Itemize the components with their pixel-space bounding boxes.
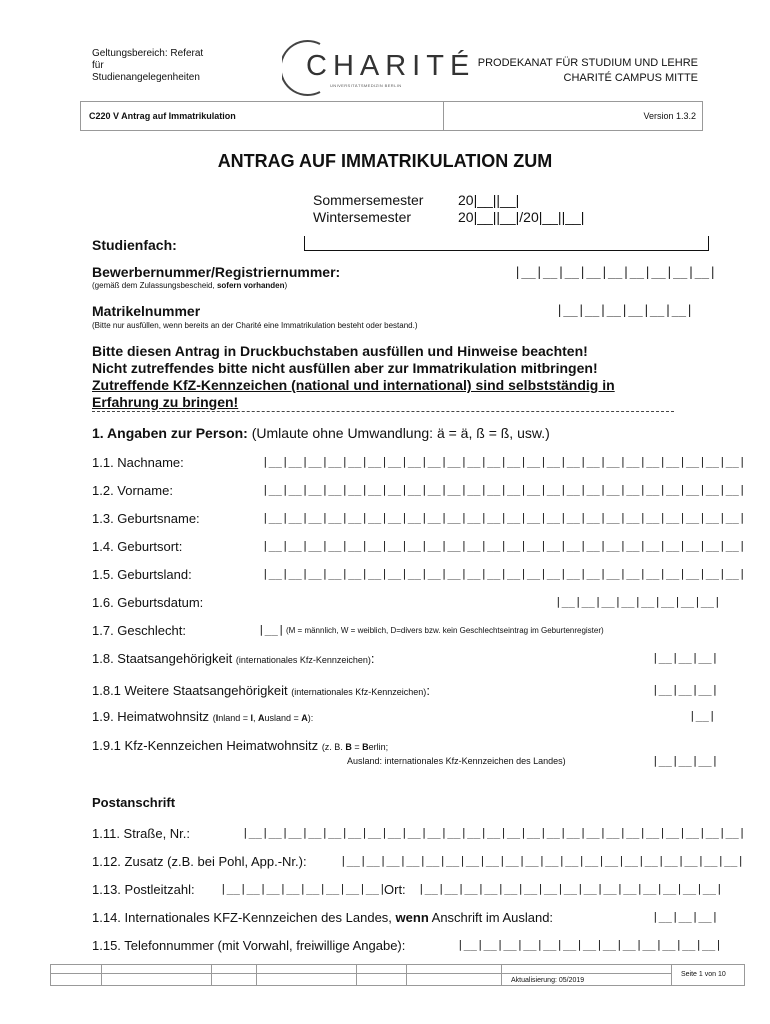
instruction-line-4: Erfahrung zu bringen!: [92, 394, 239, 410]
geburtsort-field[interactable]: |__|__|__|__|__|__|__|__|__|__|__|__|__|__|__|__|__|__|__|__|__|__|__|__|: [262, 539, 746, 552]
footer-updated: Aktualisierung: 05/2019: [511, 977, 585, 984]
footer-col: [256, 965, 257, 985]
telefon-label: 1.15. Telefonnummer (mit Vorwahl, freiwillige Angabe):: [92, 938, 406, 953]
vorname-label: 1.2. Vorname:: [92, 483, 173, 498]
bewerber-note: (gemäß dem Zulassungsbescheid, sofern vorhanden): [92, 281, 288, 290]
separator-line: [92, 411, 674, 412]
winter-label: Wintersemester: [313, 209, 412, 225]
geburtsdatum-label: 1.6. Geburtsdatum:: [92, 595, 204, 610]
office-line-1: PRODEKANAT FÜR STUDIUM UND LEHRE: [477, 57, 698, 69]
postanschrift-heading: Postanschrift: [92, 795, 176, 810]
footer-page: Seite 1 von 10: [681, 971, 726, 978]
scope-text: [92, 48, 242, 84]
summer-label: Sommersemester: [313, 192, 424, 208]
instructions-block: [92, 343, 692, 411]
instruction-line-1: Bitte diesen Antrag in Druckbuchstaben ausfüllen und Hinweise beachten!: [92, 343, 588, 359]
kfz-heimat-note-line2: Ausland: internationales Kfz-Kennzeichen des Landes): [347, 756, 566, 766]
winter-semester-field[interactable]: 20|__||__|/20|__||__|: [458, 209, 585, 225]
heimat-field[interactable]: |__|: [689, 709, 716, 722]
version-label: Version 1.3.2: [643, 111, 696, 121]
kfz-heimat-field[interactable]: |__|__|__|: [652, 754, 719, 767]
studienfach-field[interactable]: [304, 236, 709, 251]
plz-field[interactable]: |__|__|__|__|__|__|__|__|: [220, 882, 386, 895]
office-line-2: CHARITÉ CAMPUS MITTE: [563, 72, 698, 84]
info-divider: [443, 102, 444, 130]
scope-line-1: Geltungsbereich: Referat: [92, 48, 204, 59]
bewerber-label: Bewerbernummer/Registriernummer:: [92, 264, 341, 280]
heimat-label: 1.9. Heimatwohnsitz (Inland = I, Ausland = A):: [92, 709, 314, 724]
vorname-field[interactable]: |__|__|__|__|__|__|__|__|__|__|__|__|__|__|__|__|__|__|__|__|__|__|__|__|: [262, 483, 746, 496]
footer-col: [211, 965, 212, 985]
page-title: ANTRAG AUF IMMATRIKULATION ZUM: [217, 151, 553, 171]
studienfach-label: Studienfach:: [92, 237, 177, 253]
matrikel-field[interactable]: |__|__|__|__|__|__|: [556, 303, 694, 317]
scope-line-3: Studienangelegenheiten: [92, 72, 200, 83]
geschlecht-note: (M = männlich, W = weiblich, D=divers bzw. kein Geschlechtseintrag im Geburtenregister): [286, 626, 604, 635]
info-bar: [80, 101, 703, 131]
footer-col: [671, 965, 672, 985]
strasse-field[interactable]: |__|__|__|__|__|__|__|__|__|__|__|__|__|__|__|__|__|__|__|__|__|__|__|__|__|: [242, 826, 746, 839]
plz-label: 1.13. Postleitzahl:: [92, 882, 195, 897]
telefon-field[interactable]: |__|__|__|__|__|__|__|__|__|__|__|__|__|: [457, 938, 722, 951]
geschlecht-field[interactable]: |__|: [258, 623, 285, 636]
zusatz-field[interactable]: |__|__|__|__|__|__|__|__|__|__|__|__|__|__|__|__|__|__|__|__|: [340, 854, 744, 867]
geburtsname-label: 1.3. Geburtsname:: [92, 511, 200, 526]
footer-col: [406, 965, 407, 985]
charite-logo: [282, 40, 476, 96]
instruction-line-3: Zutreffende KfZ-Kennzeichen (national und international) sind selbstständig in: [92, 377, 615, 393]
nachname-field[interactable]: |__|__|__|__|__|__|__|__|__|__|__|__|__|__|__|__|__|__|__|__|__|__|__|__|: [262, 455, 746, 468]
matrikel-note: (Bitte nur ausfüllen, wenn bereits an der Charité eine Immatrikulation besteht oder bestand.): [92, 321, 418, 330]
scope-line-2: für: [92, 60, 104, 71]
geschlecht-label: 1.7. Geschlecht:: [92, 623, 186, 638]
section-1-heading: 1. Angaben zur Person: (Umlaute ohne Umwandlung: ä = ä, ß = ß, usw.): [92, 425, 550, 441]
geburtsname-field[interactable]: |__|__|__|__|__|__|__|__|__|__|__|__|__|__|__|__|__|__|__|__|__|__|__|__|: [262, 511, 746, 524]
footer-col: [356, 965, 357, 985]
staat-label: 1.8. Staatsangehörigkeit (internationales Kfz-Kennzeichen):: [92, 651, 375, 666]
form-code: C220 V Antrag auf Immatrikulation: [89, 111, 236, 121]
kfz-heimat-label: 1.9.1 Kfz-Kennzeichen Heimatwohnsitz (z. B. B = Berlin;: [92, 738, 389, 753]
matrikel-label: Matrikelnummer: [92, 303, 201, 319]
geburtsland-field[interactable]: |__|__|__|__|__|__|__|__|__|__|__|__|__|__|__|__|__|__|__|__|__|__|__|__|: [262, 567, 746, 580]
bewerber-field[interactable]: |__|__|__|__|__|__|__|__|__|: [514, 265, 717, 279]
footer-col: [501, 965, 502, 985]
logo-subtitle: UNIVERSITÄTSMEDIZIN BERLIN: [330, 83, 402, 88]
footer-table: [50, 964, 745, 986]
ort-field[interactable]: |__|__|__|__|__|__|__|__|__|__|__|__|__|__|__|: [418, 882, 723, 895]
staat2-field[interactable]: |__|__|__|: [652, 683, 719, 696]
staat2-label: 1.8.1 Weitere Staatsangehörigkeit (internationales Kfz-Kennzeichen):: [92, 683, 430, 698]
strasse-label: 1.11. Straße, Nr.:: [92, 826, 191, 841]
logo-text: CHARITÉ: [306, 50, 476, 82]
kfz-land-field[interactable]: |__|__|__|: [652, 910, 719, 923]
geburtsdatum-field[interactable]: |__|__|__|__|__|__|__|__|: [555, 595, 721, 608]
footer-hline: [51, 973, 671, 974]
geburtsland-label: 1.5. Geburtsland:: [92, 567, 192, 582]
geburtsort-label: 1.4. Geburtsort:: [92, 539, 183, 554]
instruction-line-2: Nicht zutreffendes bitte nicht ausfüllen aber zur Immatrikulation mitbringen!: [92, 360, 598, 376]
nachname-label: 1.1. Nachname:: [92, 455, 184, 470]
zusatz-label: 1.12. Zusatz (z.B. bei Pohl, App.-Nr.):: [92, 854, 307, 869]
summer-semester-field[interactable]: 20|__||__|: [458, 192, 520, 208]
footer-col: [101, 965, 102, 985]
kfz-land-label: 1.14. Internationales KFZ-Kennzeichen des Landes, wenn Anschrift im Ausland:: [92, 910, 554, 925]
staat-field[interactable]: |__|__|__|: [652, 651, 719, 664]
office-text: [440, 56, 698, 86]
ort-label: Ort:: [384, 882, 406, 897]
